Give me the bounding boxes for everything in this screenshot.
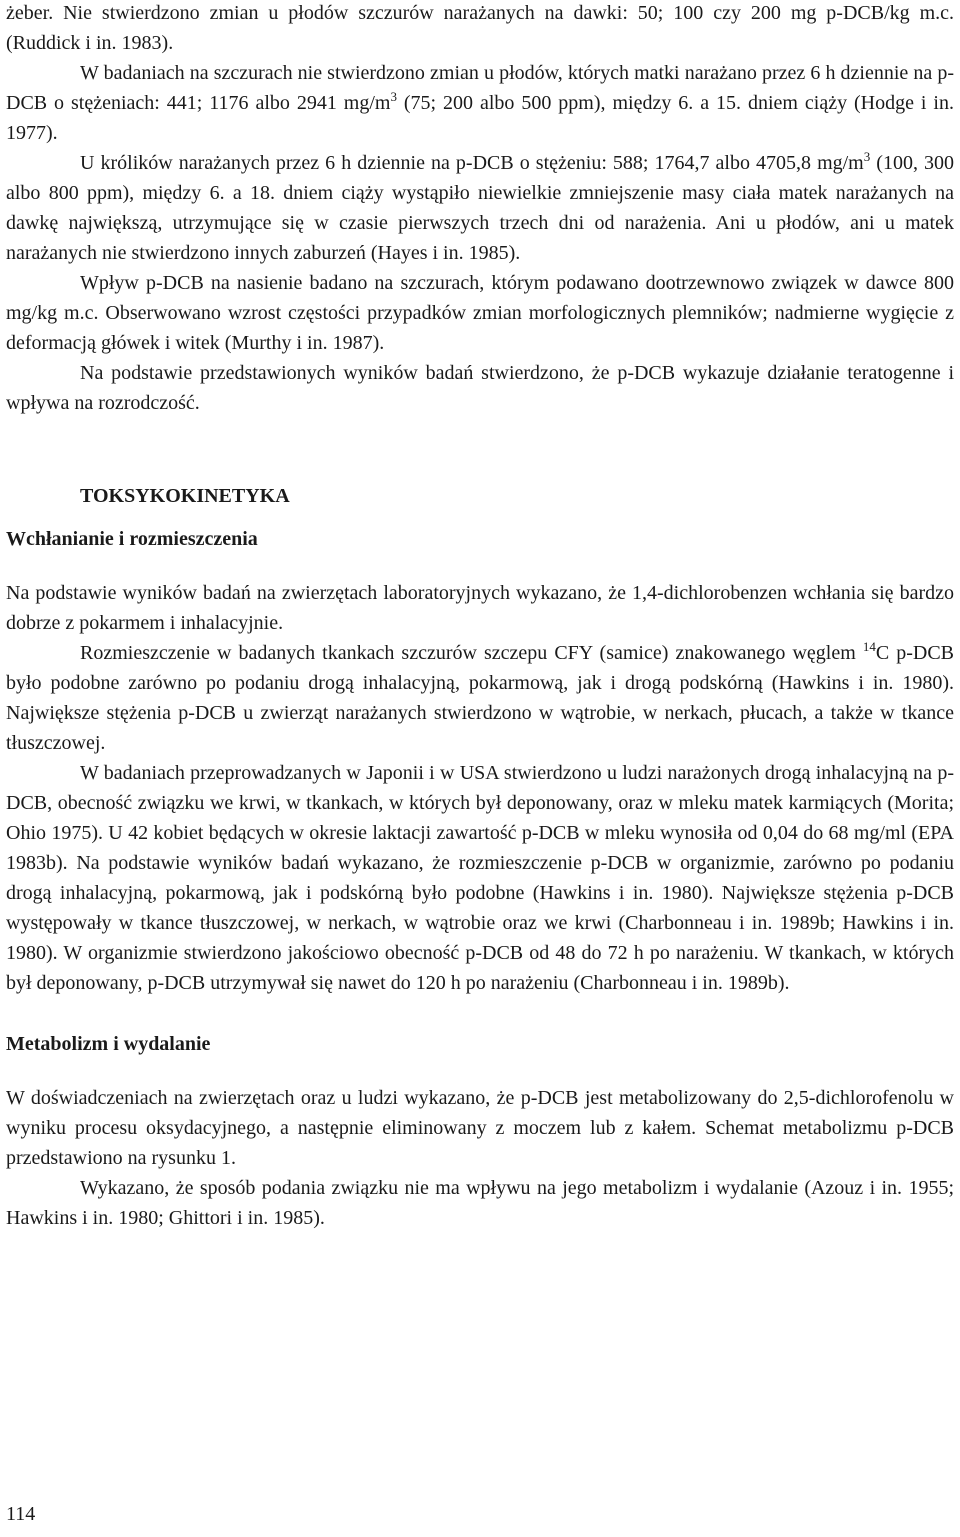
text-run: U królików narażanych przez 6 h dziennie na p-DCB o stężeniu: 588; 1764,7 albo 4705,8 mg/m — [80, 152, 864, 174]
text-run: żeber. Nie stwierdzono zmian u płodów szczurów narażanych na dawki: 50; 100 czy 200 mg p-DCB/kg m.c. (Ruddick i in. 1983). — [6, 2, 954, 54]
document-body — [6, 0, 954, 1233]
paragraph — [6, 1083, 954, 1173]
subsection-heading — [6, 1029, 954, 1059]
section-heading — [80, 481, 954, 511]
superscript: 14 — [862, 639, 876, 654]
paragraph — [6, 638, 954, 758]
text-run: (75; 200 albo 500 ppm), między 6. a 15. dniem ciąży (Hodge i in. 1977). — [6, 92, 954, 144]
text-run: Na podstawie wyników badań na zwierzętach laboratoryjnych wykazano, że 1,4-dichlorobenzen wchłania się bardzo dobrze z pokarmem i inhalacyjnie. — [6, 582, 954, 634]
paragraph — [6, 148, 954, 268]
text-run: Wykazano, że sposób podania związku nie ma wpływu na jego metabolizm i wydalanie (Azouz i in. 1955; Hawkins i in. 1980; Ghittori i in. 1985). — [6, 1177, 954, 1229]
text-run: Rozmieszczenie w badanych tkankach szczurów szczepu CFY (samice) znakowanego węglem — [80, 642, 863, 664]
text-run: Wpływ p-DCB na nasienie badano na szczurach, którym podawano dootrzewnowo związek w dawce 800 mg/kg m.c. Obserwowano wzrost częstości przypadków zmian morfologicznych plemników; nadmierne wygięcie z deformacją główek i witek (Murthy i in. 1987). — [6, 272, 954, 354]
text-run: Wchłanianie i rozmieszczenia — [6, 528, 258, 550]
text-run: W badaniach na szczurach nie stwierdzono zmian u płodów, których matki narażano przez 6 h dziennie na p-DCB o stężeniach: 441; 1176 albo 2941 mg/m — [6, 62, 954, 114]
text-run: (100, 300 albo 800 ppm), między 6. a 18. dniem ciąży wystąpiło niewielkie zmniejszenie masy ciała matek narażanych na dawkę największą, utrzymujące się w czasie pierwszych trzech dni od narażenia. Ani u płodów, ani u matek narażanych nie stwierdzono innych zaburzeń (Hayes i in. 1985). — [6, 152, 954, 264]
paragraph — [6, 1173, 954, 1233]
paragraph — [6, 58, 954, 148]
text-run: Metabolizm i wydalanie — [6, 1033, 211, 1055]
subsection-heading — [6, 524, 954, 554]
paragraph — [6, 758, 954, 998]
text-run: TOKSYKOKINETYKA — [80, 485, 290, 507]
paragraph — [6, 578, 954, 638]
text-run: W doświadczeniach na zwierzętach oraz u ludzi wykazano, że p-DCB jest metabolizowany do 2,5-dichlorofenolu w wyniku procesu oksydacyjnego, a następnie eliminowany z moczem lub z kałem. Schemat metabolizmu p-DCB przedstawiono na rysunku 1. — [6, 1087, 954, 1169]
paragraph — [6, 358, 954, 418]
paragraph — [6, 268, 954, 358]
text-run: W badaniach przeprowadzanych w Japonii i w USA stwierdzono u ludzi narażonych drogą inhalacyjną na p-DCB, obecność związku we krwi, w tkankach, w których był deponowany, oraz w mleku matek karmiących (Morita; Ohio 1975). U 42 kobiet będących w okresie laktacji zawartość p-DCB w mleku wynosiła od 0,04 do 68 mg/ml (EPA 1983b). Na podstawie wyników badań wykazano, że rozmieszczenie p-DCB w organizmie, zarówno po podaniu drogą inhalacyjną, pokarmową, jak i podskórną było podobne (Hawkins i in. 1980). Największe stężenia p-DCB występowały w tkance tłuszczowej, w nerkach, w wątrobie oraz we krwi (Charbonneau i in. 1989b; Hawkins i in. 1980). W organizmie stwierdzono jakościowo obecność p-DCB od 48 do 72 h po narażeniu. W tkankach, w których był deponowany, p-DCB utrzymywał się nawet do 120 h po narażeniu (Charbonneau i in. 1989b). — [6, 762, 954, 994]
superscript: 3 — [863, 149, 871, 164]
paragraph — [6, 0, 954, 58]
text-run: Na podstawie przedstawionych wyników badań stwierdzono, że p-DCB wykazuje działanie teratogenne i wpływa na rozrodczość. — [6, 362, 954, 414]
text-run: C p-DCB było podobne zarówno po podaniu drogą inhalacyjną, pokarmową, jak i drogą podskórną (Hawkins i in. 1980). Największe stężenia p-DCB u zwierząt narażanych stwierdzono w wątrobie, w nerkach, płucach, a także w tkance tłuszczowej. — [6, 642, 955, 754]
page-number: 114 — [6, 1503, 36, 1525]
superscript: 3 — [390, 89, 397, 104]
